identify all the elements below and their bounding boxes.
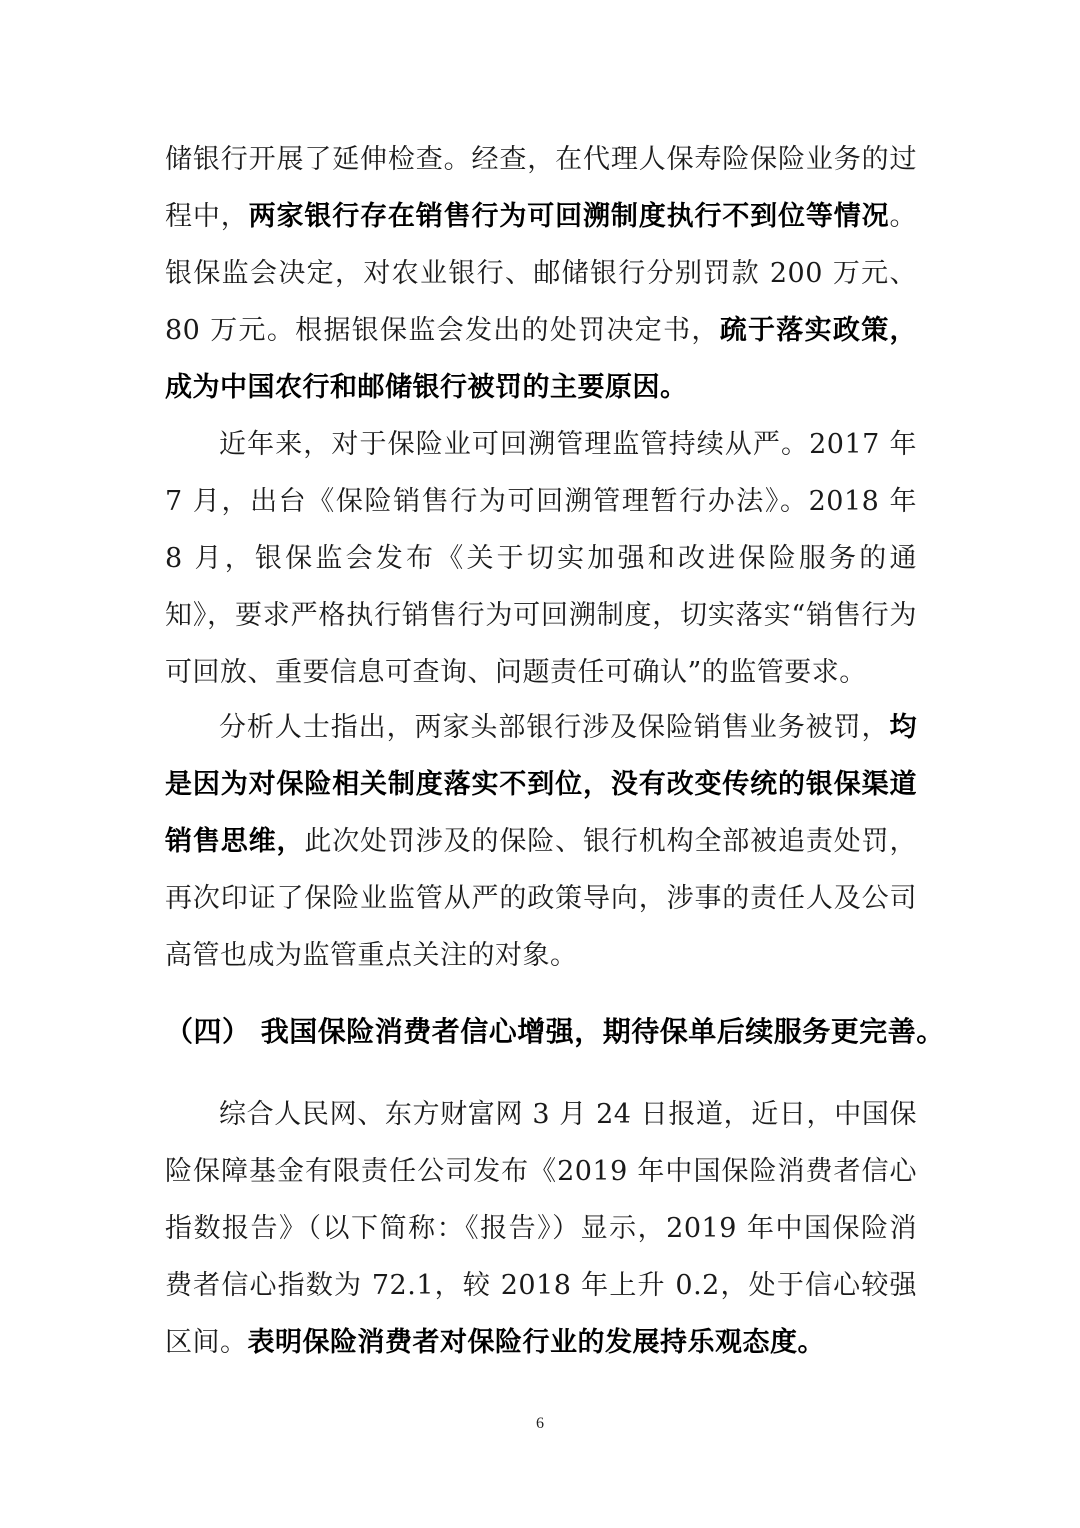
bold-text-segment: 两家银行存在销售行为可回溯制度执行不到位等情况 (248, 201, 890, 232)
paragraph-text (165, 699, 917, 984)
paragraph-text (165, 131, 917, 416)
paragraph-consumer-confidence (165, 1086, 917, 1371)
paragraph-text (165, 1086, 917, 1371)
text-segment: 。银保监会决定，对农业银行、邮储银行分别罚款 200 万元、80 万元。根据银保监会发出的处罚决定书， (165, 201, 918, 346)
text-segment: 储银行开展了延伸检查。经查，在代理人保寿险保险业务的过程中， (165, 144, 917, 232)
paragraph-text (165, 416, 917, 701)
text-segment: 近年来，对于保险业可回溯管理监管持续从严。2017 年 7 月，出台《保险销售行为可回溯管理暂行办法》。2018 年 8 月，银保监会发布《关于切实加强和改进保险服务的通知》，要求严格执行销售行为可回溯制度，切实落实“销售行为可回放、重要信息可查询、问题责任可确认”的监管要求。 (165, 429, 917, 688)
section-heading: （四） 我国保险消费者信心增强，期待保单后续服务更完善。 (165, 1015, 945, 1048)
bold-text-segment: 均是因为对保险相关制度落实不到位，没有改变传统的银保渠道销售思维， (165, 712, 917, 857)
text-segment: 综合人民网、东方财富网 3 月 24 日报道，近日，中国保险保障基金有限责任公司发布《2019 年中国保险消费者信心指数报告》（以下简称：《报告》）显示，2019 年中国保险消费者信心指数为 72.1，较 2018 年上升 0.2，处于信心较强区间。 (165, 1099, 917, 1358)
bold-text-segment: 表明保险消费者对保险行业的发展持乐观态度。 (247, 1327, 825, 1358)
page-number: 6 (536, 1415, 544, 1432)
paragraph-bank-penalty (165, 131, 917, 416)
paragraph-regulation-history (165, 416, 917, 701)
bold-text-segment: 疏于落实政策，成为中国农行和邮储银行被罚的主要原因。 (165, 315, 917, 403)
text-segment: 分析人士指出，两家头部银行涉及保险销售业务被罚， (219, 712, 890, 743)
text-segment: 此次处罚涉及的保险、银行机构全部被追责处罚，再次印证了保险业监管从严的政策导向，涉事的责任人及公司高管也成为监管重点关注的对象。 (165, 826, 918, 971)
paragraph-analyst-view (165, 699, 917, 984)
